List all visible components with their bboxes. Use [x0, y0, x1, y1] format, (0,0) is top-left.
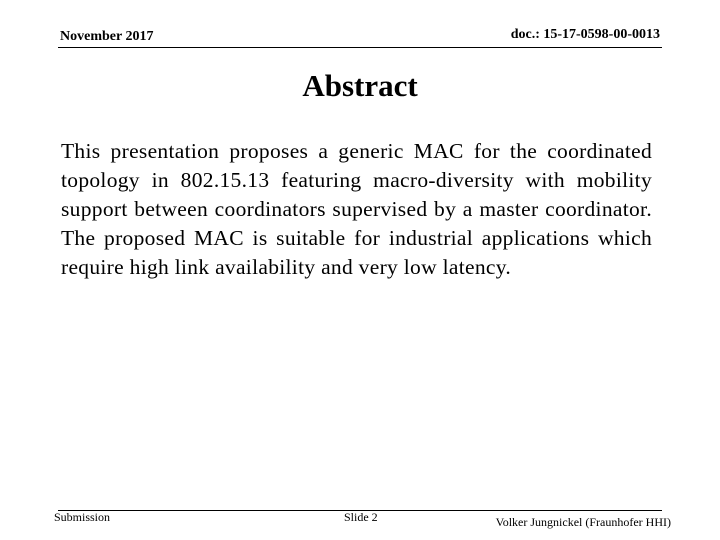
header-date: November 2017: [60, 29, 154, 44]
abstract-body: This presentation proposes a generic MAC for the coordinated topology in 802.15.13 featuring macro-diversity with mobility support between coordinators supervised by a master coordinator. The proposed MAC is suitable for industrial applications which require high link availability and very low latency.: [61, 139, 652, 279]
header-doc-id: doc.: 15-17-0598-00-0013: [510, 27, 660, 42]
footer-author: Volker Jungnickel (Fraunhofer HHI): [495, 515, 671, 529]
footer-slide-number: Slide 2: [344, 510, 378, 524]
header-divider: [58, 47, 662, 48]
slide-title: Abstract: [302, 68, 418, 103]
footer-submission: Submission: [54, 510, 111, 524]
